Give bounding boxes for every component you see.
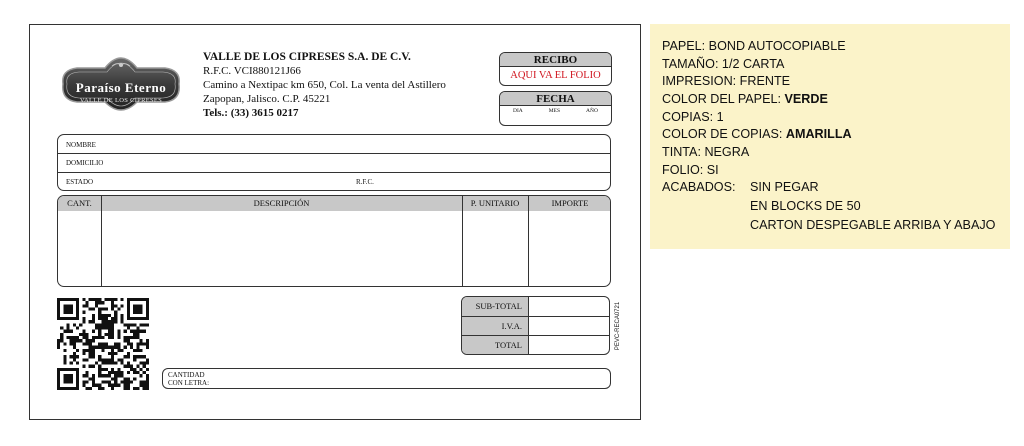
estado-label: ESTADO bbox=[66, 178, 94, 186]
company-rfc: R.F.C. VCI880121J66 bbox=[203, 65, 301, 77]
fecha-dia-label: DIA bbox=[512, 108, 523, 114]
subtotal-label: SUB-TOTAL bbox=[462, 297, 528, 316]
fecha-box bbox=[499, 91, 612, 126]
print-specs-panel bbox=[650, 24, 1010, 249]
fecha-mes-label: MES bbox=[548, 108, 561, 114]
cantidad-label: CANTIDAD bbox=[168, 371, 205, 379]
spec-tinta: TINTA: NEGRA bbox=[662, 145, 750, 159]
nombre-label: NOMBRE bbox=[66, 141, 96, 149]
totals-box bbox=[461, 296, 610, 355]
logo-title: Paraíso Eterno bbox=[75, 80, 167, 95]
items-table[interactable] bbox=[57, 195, 611, 287]
spec-papel: PAPEL: BOND AUTOCOPIABLE bbox=[662, 39, 846, 53]
iva-label: I.V.A. bbox=[462, 317, 528, 336]
spec-color-papel bbox=[662, 92, 828, 106]
fecha-ano-label: AÑO bbox=[586, 108, 598, 114]
company-address: Camino a Nextipac km 650, Col. La venta del Astillero bbox=[203, 79, 446, 91]
spec-impresion: IMPRESION: FRENTE bbox=[662, 74, 791, 88]
nombre-field[interactable] bbox=[58, 135, 610, 154]
spec-folio: FOLIO: SI bbox=[662, 163, 719, 177]
col-importe-header: IMPORTE bbox=[528, 196, 611, 211]
client-rfc-label: R.F.C. bbox=[356, 178, 374, 186]
spec-copias: COPIAS: 1 bbox=[662, 110, 724, 124]
fecha-fields[interactable] bbox=[500, 115, 611, 126]
recibo-label: RECIBO bbox=[500, 53, 611, 67]
form-code: PEVC-RECA0721 bbox=[615, 301, 621, 351]
client-info-box bbox=[57, 134, 611, 191]
domicilio-field[interactable] bbox=[58, 153, 610, 172]
spec-color-copias-value: AMARILLA bbox=[785, 127, 852, 141]
cantidad-con-letra-field[interactable] bbox=[162, 368, 611, 389]
spec-color-copias-label: COLOR DE COPIAS: bbox=[662, 127, 786, 141]
company-city: Zapopan, Jalisco. C.P. 45221 bbox=[203, 93, 331, 105]
spec-color-papel-value: VERDE bbox=[784, 92, 828, 106]
spec-color-copias bbox=[662, 127, 852, 141]
fecha-label: FECHA bbox=[500, 92, 611, 106]
qr-code bbox=[57, 298, 149, 390]
con-letra-label: CON LETRA: bbox=[168, 379, 210, 387]
estado-field[interactable] bbox=[58, 172, 610, 191]
company-name: VALLE DE LOS CIPRESES S.A. DE C.V. bbox=[203, 51, 411, 63]
col-punitario-header: P. UNITARIO bbox=[462, 196, 528, 211]
company-info bbox=[203, 50, 446, 120]
recibo-box bbox=[499, 52, 612, 86]
spec-acabados-1: SIN PEGAR bbox=[750, 180, 819, 194]
company-phone: Tels.: (33) 3615 0217 bbox=[203, 107, 299, 119]
col-cant-header: CANT. bbox=[58, 196, 101, 211]
spec-acabados-label: ACABADOS: bbox=[662, 180, 736, 194]
spec-acabados-2: EN BLOCKS DE 50 bbox=[750, 199, 861, 213]
spec-color-papel-label: COLOR DEL PAPEL: bbox=[662, 92, 785, 106]
total-label: TOTAL bbox=[462, 336, 528, 355]
col-descripcion-header: DESCRIPCIÓN bbox=[101, 196, 462, 211]
spec-tamano: TAMAÑO: 1/2 CARTA bbox=[662, 57, 785, 71]
domicilio-label: DOMICILIO bbox=[66, 159, 104, 167]
spec-acabados-3: CARTON DESPEGABLE ARRIBA Y ABAJO bbox=[750, 218, 996, 232]
folio-number[interactable]: AQUI VA EL FOLIO bbox=[510, 70, 601, 81]
logo-subtitle: VALLE DE LOS CIPRESES bbox=[79, 97, 163, 104]
